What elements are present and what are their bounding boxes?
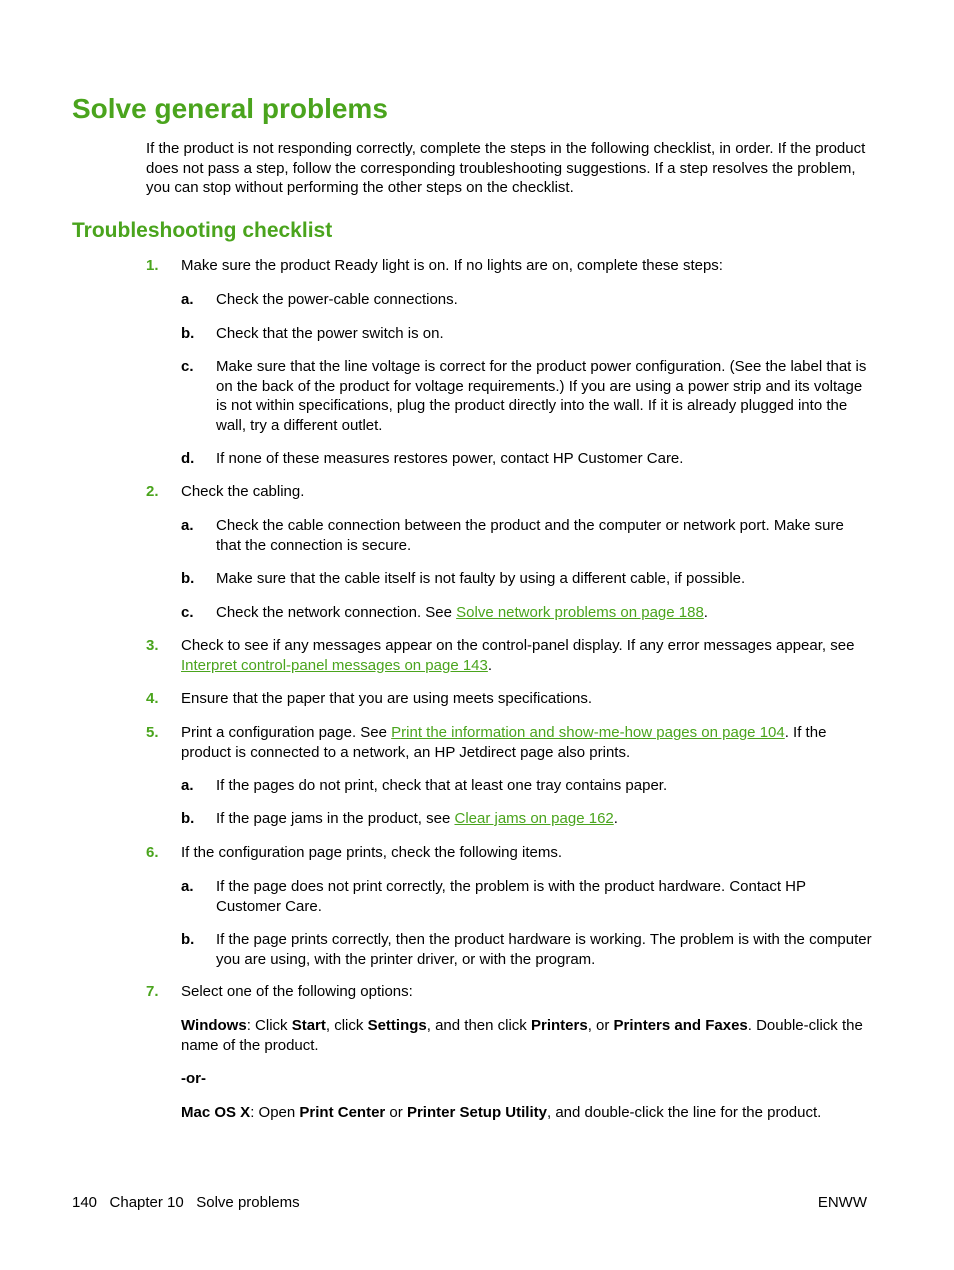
text-fragment: . If the product is connected to a network, an HP Jetdirect page also prints. bbox=[181, 724, 827, 761]
step-number: 5. bbox=[146, 724, 159, 741]
link-clear-jams[interactable]: Clear jams on page 162 bbox=[454, 810, 614, 827]
text-fragment: or bbox=[385, 1104, 407, 1121]
substep-text: If none of these measures restores power, contact HP Customer Care. bbox=[216, 450, 684, 467]
substep-text: If the page prints correctly, then the product hardware is working. The problem is with the computer you are using, with the printer driver, or with the program. bbox=[216, 931, 872, 968]
ui-term: Print Center bbox=[299, 1104, 386, 1121]
substep-text bbox=[216, 603, 873, 623]
substep-letter: c. bbox=[181, 604, 194, 621]
text-fragment: Check the network connection. See bbox=[216, 604, 457, 621]
mac-instructions bbox=[181, 1103, 873, 1123]
substep-letter: b. bbox=[181, 931, 195, 948]
step-number: 4. bbox=[146, 690, 159, 707]
substep-letter: a. bbox=[181, 777, 194, 794]
os-label: Mac OS X bbox=[181, 1104, 251, 1121]
page-title: Solve general problems bbox=[72, 93, 388, 124]
section-heading: Troubleshooting checklist bbox=[72, 219, 333, 242]
link-print-info-pages[interactable]: Print the information and show-me-how pages on page 104 bbox=[391, 724, 785, 741]
text-fragment: , or bbox=[587, 1017, 614, 1034]
step-number: 7. bbox=[146, 983, 159, 1000]
substep-text: Make sure that the cable itself is not faulty by using a different cable, if possible. bbox=[216, 570, 746, 587]
step-number: 1. bbox=[146, 257, 159, 274]
windows-instructions bbox=[181, 1016, 873, 1055]
step-text: If the configuration page prints, check the following items. bbox=[181, 844, 563, 861]
substep-text: Check the power-cable connections. bbox=[216, 291, 458, 308]
text-fragment: , click bbox=[325, 1017, 368, 1034]
substep-letter: d. bbox=[181, 450, 195, 467]
step-number: 3. bbox=[146, 637, 159, 654]
text-fragment: , and then click bbox=[426, 1017, 531, 1034]
substep-text: If the pages do not print, check that at least one tray contains paper. bbox=[216, 777, 668, 794]
text-fragment: If the page jams in the product, see bbox=[216, 810, 455, 827]
substep-letter: a. bbox=[181, 517, 194, 534]
substep-letter: a. bbox=[181, 878, 194, 895]
substep-text: Check the cable connection between the product and the computer or network port. Make sure that the connection is secure. bbox=[216, 517, 844, 554]
step-text bbox=[181, 723, 873, 762]
text-fragment: Print a configuration page. See bbox=[181, 724, 392, 741]
or-label: -or- bbox=[181, 1070, 206, 1087]
text-fragment: . Double-click the name of the product. bbox=[181, 1017, 863, 1054]
link-interpret-messages[interactable]: Interpret control-panel messages on page 143 bbox=[181, 656, 488, 674]
step-text: Make sure the product Ready light is on. If no lights are on, complete these steps: bbox=[181, 257, 723, 274]
text-fragment: , and double-click the line for the product. bbox=[546, 1104, 822, 1121]
substep-text: Make sure that the line voltage is correct for the product power configuration. (See the label that is on the back of the product for voltage requirements.) If you are using a power strip and its voltage is not within specifications, plug the product directly into the wall. If it is already plugged into the wall, try a different outlet. bbox=[216, 358, 867, 434]
or-separator bbox=[181, 1069, 873, 1089]
substep-text: If the page does not print correctly, the problem is with the product hardware. Contact HP Customer Care. bbox=[216, 878, 806, 915]
step-text: Select one of the following options: bbox=[181, 983, 413, 1000]
substep-letter: a. bbox=[181, 291, 194, 308]
text-fragment: . bbox=[703, 604, 708, 621]
substep-text bbox=[216, 809, 873, 829]
step-text bbox=[181, 636, 873, 675]
intro-paragraph: If the product is not responding correctly, complete the steps in the following checklist, in order. If the product does not pass a step, follow the corresponding troubleshooting suggestions. If a step resolves the problem, you can stop without performing the other steps on the checklist. bbox=[146, 140, 866, 196]
footer-page-info: 140 Chapter 10 Solve problems bbox=[72, 1194, 300, 1211]
step-number: 2. bbox=[146, 483, 159, 500]
footer-brand: ENWW bbox=[817, 1194, 867, 1211]
ui-term: Printer Setup Utility bbox=[406, 1104, 547, 1121]
substep-letter: b. bbox=[181, 570, 195, 587]
link-solve-network-problems[interactable]: Solve network problems on page 188 bbox=[456, 604, 704, 621]
os-label: Windows bbox=[181, 1017, 247, 1034]
ui-term: Start bbox=[291, 1017, 326, 1034]
substep-letter: c. bbox=[181, 358, 194, 375]
ui-term: Printers bbox=[530, 1017, 588, 1034]
ui-term: Settings bbox=[367, 1017, 427, 1034]
text-fragment: . bbox=[613, 810, 618, 827]
step-text: Check the cabling. bbox=[181, 483, 305, 500]
step-number: 6. bbox=[146, 844, 159, 861]
text-fragment: . bbox=[487, 656, 493, 674]
text-fragment: : Click bbox=[246, 1017, 292, 1034]
text-fragment: Check to see if any messages appear on the control-panel display. If any error messages appear, see bbox=[181, 637, 855, 654]
substep-letter: b. bbox=[181, 810, 195, 827]
substep-text: Check that the power switch is on. bbox=[216, 325, 444, 342]
substep-letter: b. bbox=[181, 325, 195, 342]
step-text: Ensure that the paper that you are using meets specifications. bbox=[181, 690, 593, 707]
text-fragment: : Open bbox=[250, 1104, 300, 1121]
ui-term: Printers and Faxes bbox=[613, 1017, 748, 1034]
